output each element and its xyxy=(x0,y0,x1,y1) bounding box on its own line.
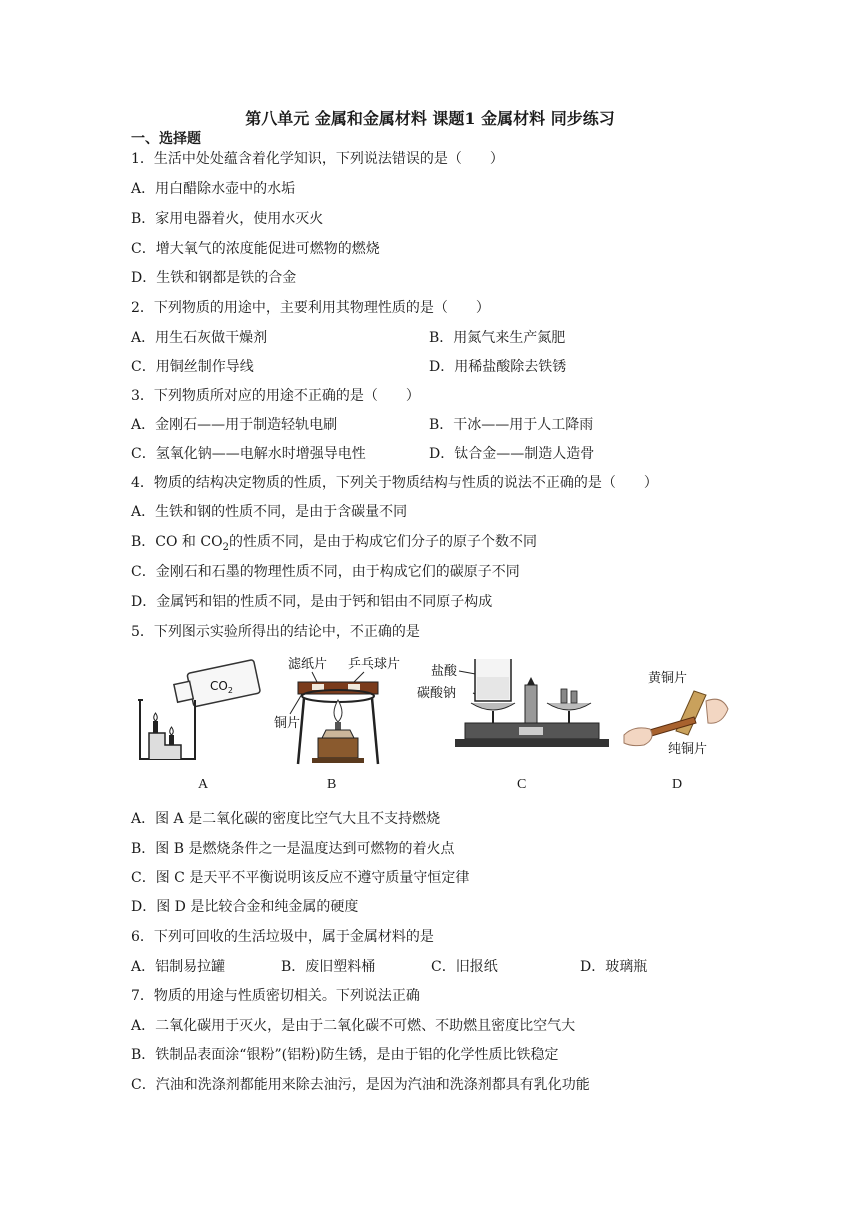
question-1-option-a: A．用白醋除水壶中的水垢 xyxy=(131,181,296,197)
question-6-option-b: B．废旧塑料桶 xyxy=(281,959,376,975)
question-3-option-d: D．钛合金——制造人造骨 xyxy=(429,446,595,462)
figure-d-label-copper: 纯铜片 xyxy=(668,742,708,757)
figure-a-co2-beaker xyxy=(135,655,265,765)
figure-b-label-copper: 铜片 xyxy=(274,716,301,731)
question-6-stem: 6．下列可回收的生活垃圾中，属于金属材料的是 xyxy=(131,929,434,945)
figure-c-balance xyxy=(415,655,615,755)
question-3-option-b: B．干冰——用于人工降雨 xyxy=(429,417,594,433)
question-4-option-b-prefix: B．CO 和 CO xyxy=(131,534,223,550)
page-title: 第八单元 金属和金属材料 课题1 金属材料 同步练习 xyxy=(245,109,615,128)
question-7-stem: 7．物质的用途与性质密切相关。下列说法正确 xyxy=(131,988,420,1004)
question-7-option-a: A．二氧化碳用于灭火，是由于二氧化碳不可燃、不助燃且密度比空气大 xyxy=(131,1018,576,1034)
question-6-option-c: C．旧报纸 xyxy=(431,959,498,975)
figure-c-label-carbonate: 碳酸钠 xyxy=(417,686,457,701)
figure-a-caption: A xyxy=(198,777,209,792)
figure-d-brass-copper xyxy=(622,665,732,760)
question-6-option-d: D．玻璃瓶 xyxy=(580,959,648,975)
question-7-option-c: C．汽油和洗涤剂都能用来除去油污，是因为汽油和洗涤剂都具有乳化功能 xyxy=(131,1077,590,1093)
figure-b-copper-plate xyxy=(272,652,401,767)
question-5-option-c: C．图 C 是天平不平衡说明该反应不遵守质量守恒定律 xyxy=(131,870,470,886)
question-4-option-b-subscript: 2 xyxy=(222,541,229,553)
question-2-option-b: B．用氮气来生产氮肥 xyxy=(429,330,566,346)
question-5-option-d: D．图 D 是比较合金和纯金属的硬度 xyxy=(131,899,359,915)
question-1-stem: 1．生活中处处蕴含着化学知识，下列说法错误的是（ ） xyxy=(131,151,504,167)
question-4-option-a: A．生铁和钢的性质不同，是由于含碳量不同 xyxy=(131,504,408,520)
question-3-stem: 3．下列物质所对应的用途不正确的是（ ） xyxy=(131,388,420,404)
figure-b-label-filter-paper: 滤纸片 xyxy=(288,657,328,672)
question-1-option-c: C．增大氧气的浓度能促进可燃物的燃烧 xyxy=(131,241,380,257)
section-heading: 一、选择题 xyxy=(131,131,201,147)
question-5-stem: 5．下列图示实验所得出的结论中，不正确的是 xyxy=(131,624,420,640)
question-4-option-d: D．金属钙和铝的性质不同，是由于钙和铝由不同原子构成 xyxy=(131,594,493,610)
figure-b-label-pingpong: 乒乓球片 xyxy=(348,657,401,672)
question-2-option-a: A．用生石灰做干燥剂 xyxy=(131,330,268,346)
question-2-option-d: D．用稀盐酸除去铁锈 xyxy=(429,359,567,375)
figure-c-label-acid: 盐酸 xyxy=(431,664,458,679)
figure-d-caption: D xyxy=(672,777,683,792)
figure-d-label-brass: 黄铜片 xyxy=(648,671,688,686)
question-4-option-b xyxy=(131,531,537,553)
question-6-option-a: A．铝制易拉罐 xyxy=(131,959,226,975)
question-2-stem: 2．下列物质的用途中，主要利用其物理性质的是（ ） xyxy=(131,300,490,316)
figure-c-caption: C xyxy=(517,777,527,792)
question-1-option-d: D．生铁和钢都是铁的合金 xyxy=(131,270,297,286)
question-3-option-a: A．金刚石——用于制造轻轨电刷 xyxy=(131,417,338,433)
question-5-option-a: A．图 A 是二氧化碳的密度比空气大且不支持燃烧 xyxy=(131,811,441,827)
question-7-option-b: B．铁制品表面涂“银粉”(铝粉)防生锈，是由于铝的化学性质比铁稳定 xyxy=(131,1047,559,1063)
question-1-option-b: B．家用电器着火，使用水灭火 xyxy=(131,211,324,227)
figure-a-co2-label: $CO_2$ xyxy=(210,679,233,695)
figure-b-caption: B xyxy=(327,777,337,792)
question-4-option-b-suffix: 的性质不同，是由于构成它们分子的原子个数不同 xyxy=(228,534,537,550)
question-3-option-c: C．氢氧化钠——电解水时增强导电性 xyxy=(131,446,366,462)
question-4-option-c: C．金刚石和石墨的物理性质不同，由于构成它们的碳原子不同 xyxy=(131,564,520,580)
question-5-option-b: B．图 B 是燃烧条件之一是温度达到可燃物的着火点 xyxy=(131,841,455,857)
question-4-stem: 4．物质的结构决定物质的性质，下列关于物质结构与性质的说法不正确的是（ ） xyxy=(131,475,658,491)
question-2-option-c: C．用铜丝制作导线 xyxy=(131,359,254,375)
